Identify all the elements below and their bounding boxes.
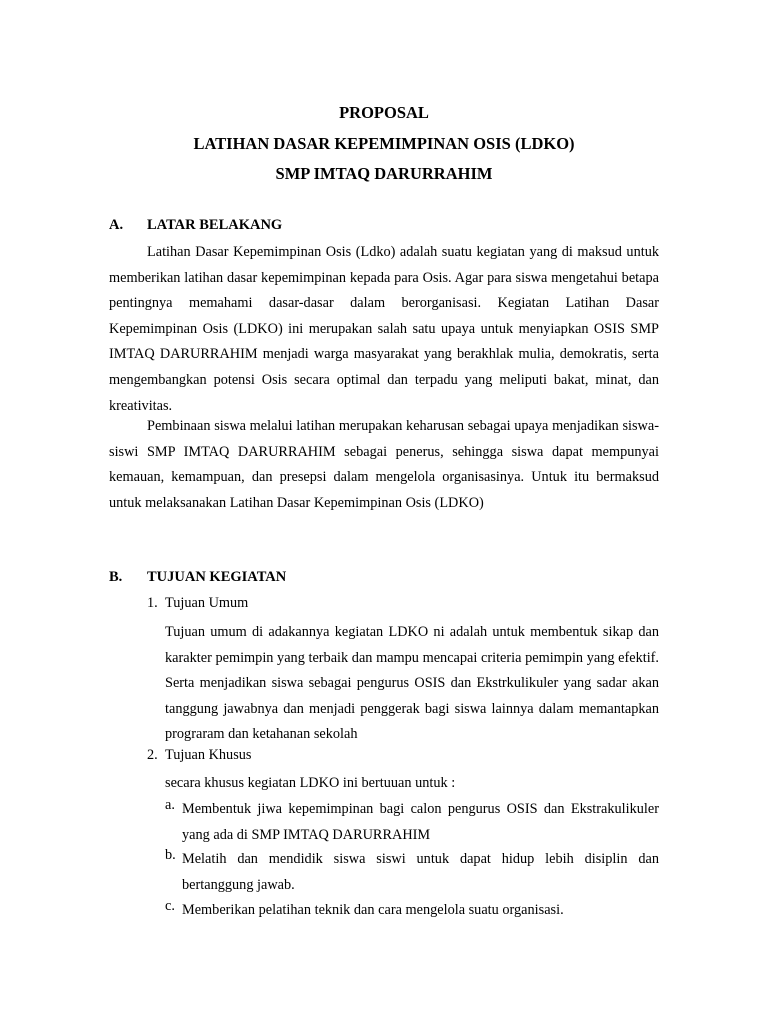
list-item-number: 2. (147, 747, 158, 763)
section-b-title: TUJUAN KEGIATAN (147, 569, 287, 585)
sub-list-item (165, 847, 659, 899)
sub-list-item-label: b. (165, 847, 176, 863)
section-a-title: LATAR BELAKANG (147, 217, 283, 233)
section-a-paragraph-2: Pembinaan siswa melalui latihan merupakan keharusan sebagai upaya menjadikan siswa-siswi SMP IMTAQ DARURRAHIM sebagai penerus, sehingga siswa dapat mempunyai kemauan, kemampuan, dan presepsi dalam mengelola organisasinya. Untuk itu bermaksud untuk melaksanakan Latihan Dasar Kepemimpinan Osis (LDKO) (109, 418, 659, 511)
doc-title-proposal: PROPOSAL (339, 103, 429, 122)
section-a-paragraph-1: Latihan Dasar Kepemimpinan Osis (Ldko) adalah suatu kegiatan yang di maksud untuk memberikan latihan dasar kepemimpinan kepada para Osis. Agar para siswa mengetahui betapa pentingnya memahami dasar-dasar dalam berorganisasi. Kegiatan Latihan Dasar Kepemimpinan Osis (LDKO) ini merupakan salah satu upaya untuk menyiapkan OSIS SMP IMTAQ DARURRAHIM menjadi warga masyarakat yang berakhlak mulia, demokratis, serta mengembangkan potensi Osis secara optimal dan terpadu yang meliputi bakat, minat, dan kreativitas. (109, 244, 659, 414)
section-b-heading (109, 569, 409, 589)
tujuan-umum-text: Tujuan umum di adakannya kegiatan LDKO ni adalah untuk membentuk sikap dan karakter pemimpin yang terbaik dan mampu mencapai criteria pemimpin yang efektif. Serta menjadikan siswa sebagai pengurus OSIS dan Ekstrkulikuler yang sadar akan tanggung jawabnya dan menjadi penggerak bagi siswa lainnya dalam memantapkan prograram dan ketahanan sekolah (165, 624, 659, 743)
section-b-label: B. (109, 569, 123, 585)
tujuan-khusus-intro: secara khusus kegiatan LDKO ini bertuuan untuk : (165, 775, 456, 791)
sub-list-item-text: Memberikan pelatihan teknik dan cara mengelola suatu organisasi. (182, 902, 564, 918)
sub-list-item-text: Melatih dan mendidik siswa siswi untuk dapat hidup lebih disiplin dan bertanggung jawab. (182, 851, 659, 893)
sub-list-item-text: Membentuk jiwa kepemimpinan bagi calon pengurus OSIS dan Ekstrakulikuler yang ada di SMP IMTAQ DARURRAHIM (182, 801, 659, 843)
list-item-title: Tujuan Khusus (165, 747, 252, 763)
section-a-heading (109, 217, 409, 237)
section-a-label: A. (109, 217, 124, 233)
list-item-number: 1. (147, 595, 158, 611)
sub-list-item-label: a. (165, 797, 175, 813)
list-item-tujuan-umum (147, 595, 447, 615)
doc-title-school: SMP IMTAQ DARURRAHIM (275, 164, 493, 183)
list-item-title: Tujuan Umum (165, 595, 249, 611)
sub-list-item (165, 797, 659, 849)
sub-list-item (165, 898, 659, 924)
doc-title-event: LATIHAN DASAR KEPEMIMPINAN OSIS (LDKO) (193, 134, 575, 153)
sub-list-item-label: c. (165, 898, 175, 914)
list-item-tujuan-khusus (147, 747, 447, 767)
